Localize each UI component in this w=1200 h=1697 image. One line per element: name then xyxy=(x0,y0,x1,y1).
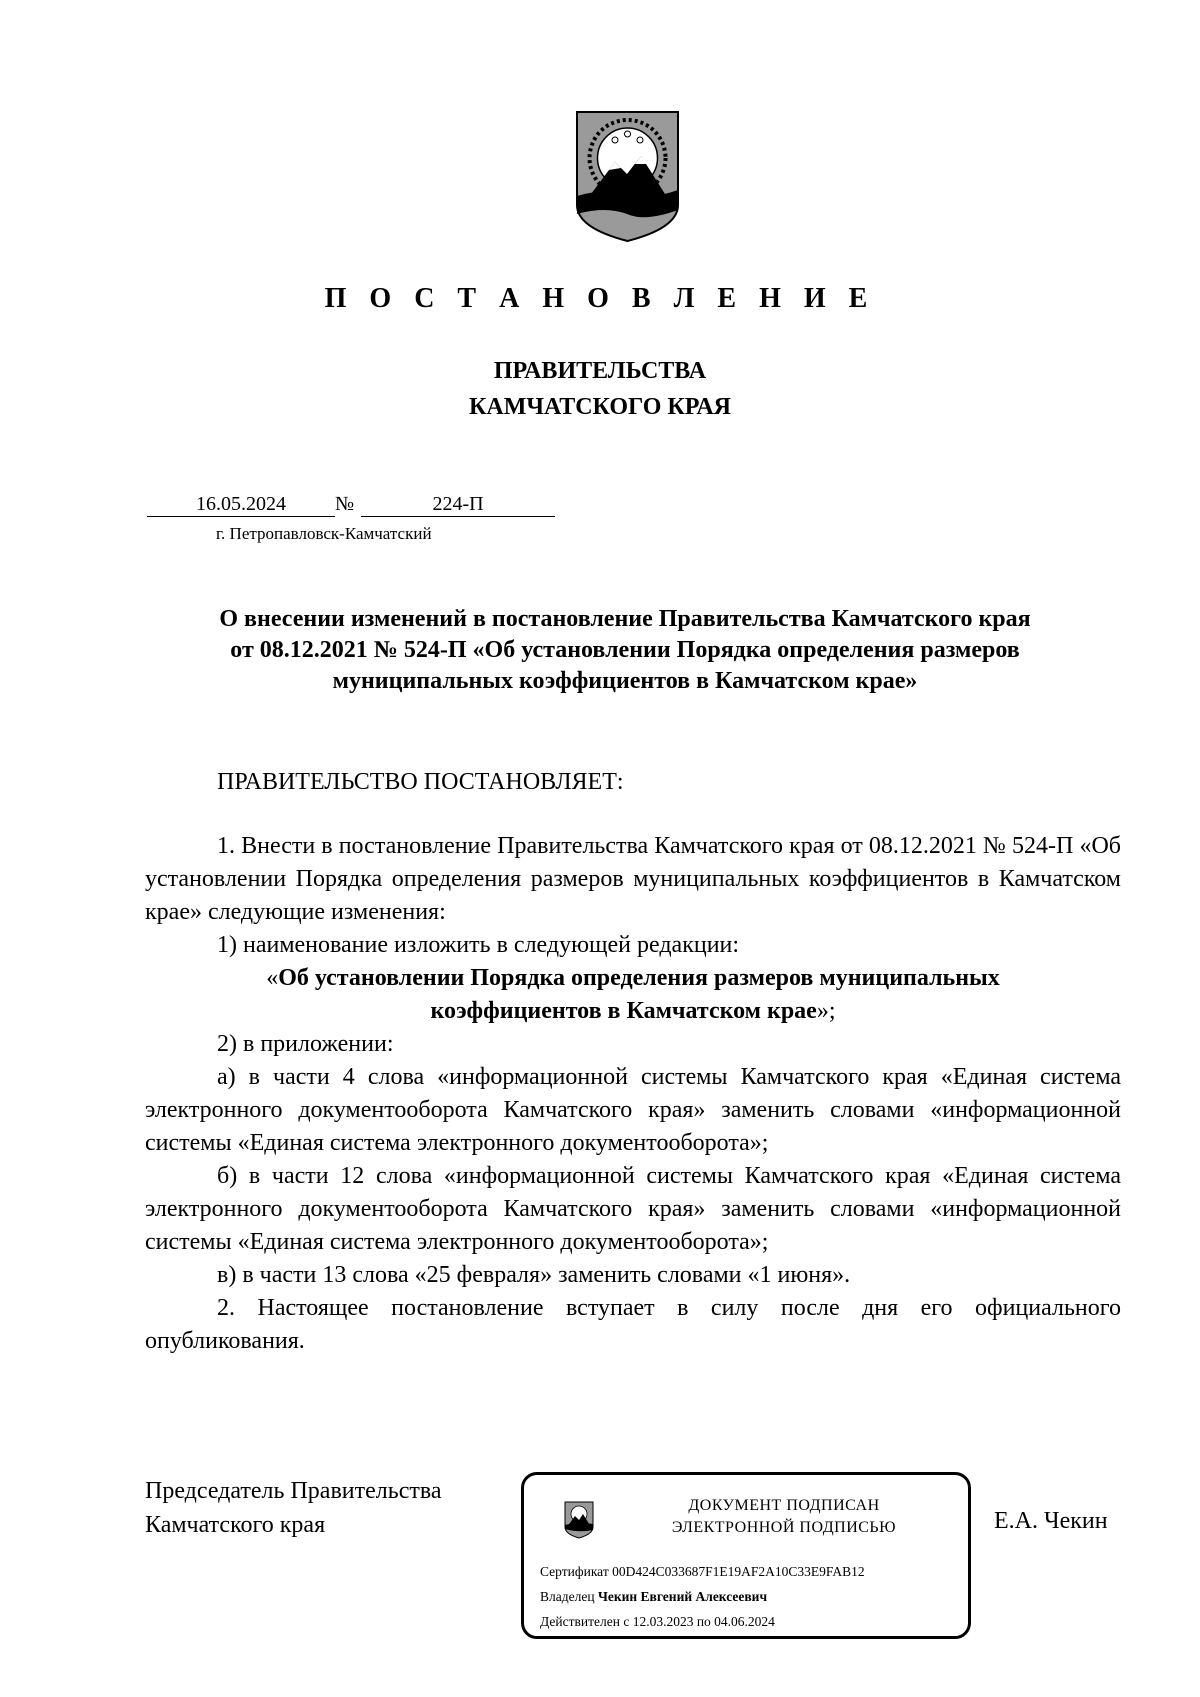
number-sign: № xyxy=(335,493,355,515)
decree-intro: ПРАВИТЕЛЬСТВО ПОСТАНОВЛЯЕТ: xyxy=(217,769,624,795)
owner-label: Владелец xyxy=(540,1589,595,1604)
valid-to-date: 04.06.2024 xyxy=(714,1614,775,1629)
date-number-line xyxy=(147,493,555,517)
stamp-owner-row xyxy=(540,1584,865,1609)
owner-value: Чекин Евгений Алексеевич xyxy=(597,1589,768,1604)
valid-from-prefix: с xyxy=(623,1614,630,1629)
signer-position xyxy=(145,1474,442,1542)
stamp-emblem-icon xyxy=(564,1501,594,1539)
signer-name: Е.А. Чекин xyxy=(994,1508,1108,1534)
document-body xyxy=(145,830,1121,1358)
document-type-heading: П О С Т А Н О В Л Е Н И Е xyxy=(324,283,876,314)
paragraph-1-2-a: а) в части 4 слова «информационной системы Камчатского края «Единая система электронного документооборота Камчатского края» заменить словами «информационной системы «Единая система электронного документооборота»; xyxy=(145,1064,1121,1156)
stamp-certificate-row xyxy=(540,1559,865,1584)
stamp-heading-line-2: ЭЛЕКТРОННОЙ ПОДПИСЬЮ xyxy=(671,1519,897,1536)
stamp-heading-line-1: ДОКУМЕНТ ПОДПИСАН xyxy=(688,1497,880,1514)
issuer-heading xyxy=(0,353,1200,425)
stamp-details xyxy=(540,1559,865,1634)
paragraph-1-2-b: б) в части 12 слова «информационной системы Камчатского края «Единая система электронного документооборота Камчатского края» заменить словами «информационной системы «Единая система электронного документооборота»; xyxy=(145,1163,1121,1255)
stamp-heading xyxy=(634,1495,934,1539)
title-line-3: муниципальных коэффициентов в Камчатском крае» xyxy=(332,668,918,694)
new-name-quote xyxy=(145,962,1121,1028)
paragraph-1: 1. Внести в постановление Правительства Камчатского края от 08.12.2021 № 524-П «Об установлении Порядка определения размеров муниципальных коэффициентов в Камчатском крае» следующие изменения: xyxy=(145,833,1121,925)
quote-open: « xyxy=(266,965,279,991)
signer-position-line-1: Председатель Правительства xyxy=(145,1478,442,1504)
validity-label: Действителен xyxy=(540,1614,620,1629)
quote-close: »; xyxy=(816,998,836,1024)
paragraph-1-1: 1) наименование изложить в следующей редакции: xyxy=(217,932,740,958)
document-number: 224-П xyxy=(361,493,555,517)
paragraph-2: 2. Настоящее постановление вступает в силу после дня его официального опубликования. xyxy=(145,1295,1121,1354)
valid-from-date: 12.03.2023 xyxy=(632,1614,694,1629)
stamp-validity-row xyxy=(540,1609,865,1634)
document-city: г. Петропавловск-Камчатский xyxy=(216,524,432,543)
electronic-signature-stamp xyxy=(521,1472,971,1639)
issuer-line-2: КАМЧАТСКОГО КРАЯ xyxy=(468,394,732,420)
issuer-line-1: ПРАВИТЕЛЬСТВА xyxy=(493,358,707,384)
signer-position-line-2: Камчатского края xyxy=(145,1512,326,1538)
document-date: 16.05.2024 xyxy=(147,493,335,517)
certificate-label: Сертификат xyxy=(540,1564,609,1579)
certificate-value: 00D424C033687F1E19AF2A10C33E9FAB12 xyxy=(612,1564,865,1579)
paragraph-1-2: 2) в приложении: xyxy=(217,1031,394,1057)
quote-bold-text: Об установлении Порядка определения размеров муниципальных коэффициентов в Камчатском крае xyxy=(278,965,1000,1024)
paragraph-1-2-c: в) в части 13 слова «25 февраля» заменить словами «1 июня». xyxy=(217,1262,851,1288)
title-line-1: О внесении изменений в постановление Правительства Камчатского края xyxy=(219,606,1031,632)
title-line-2: от 08.12.2021 № 524-П «Об установлении Порядка определения размеров xyxy=(230,637,1020,663)
valid-to-prefix: по xyxy=(696,1614,711,1629)
coat-of-arms-emblem xyxy=(575,110,680,243)
document-title xyxy=(130,604,1120,697)
